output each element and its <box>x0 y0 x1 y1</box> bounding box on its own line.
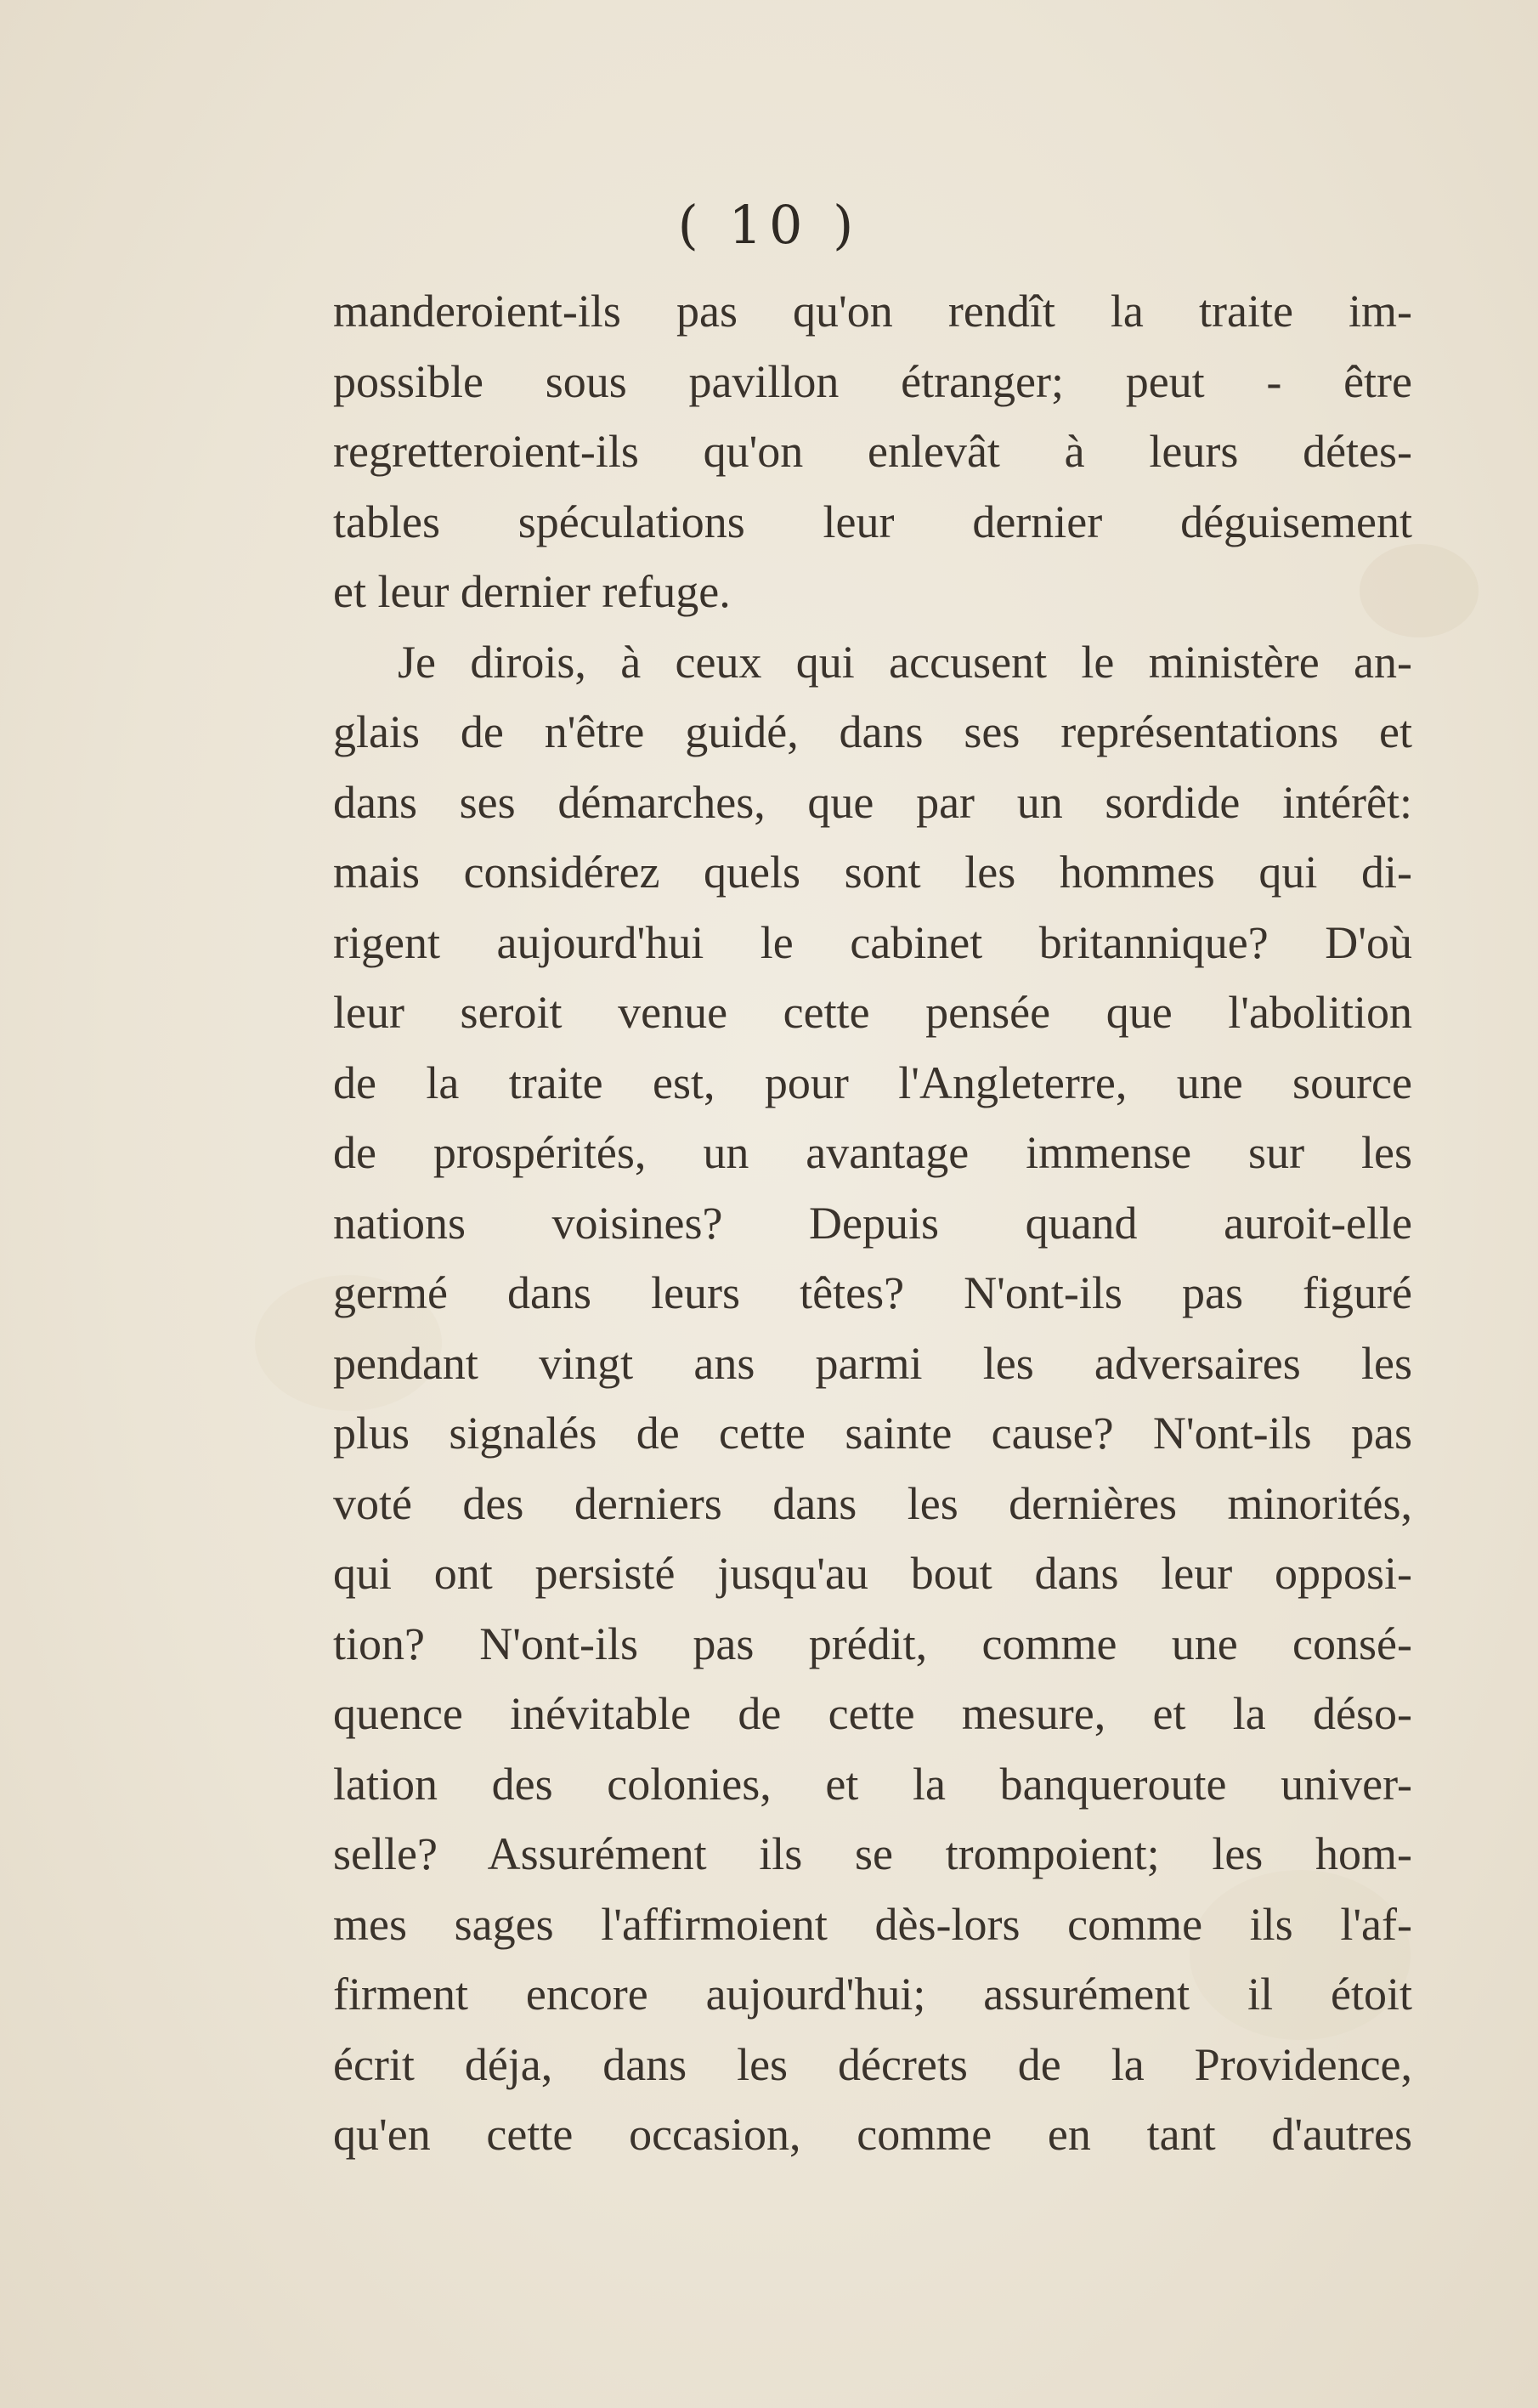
page-number: ( 10 ) <box>677 194 861 256</box>
text-line: tion? N'ont-ils pas prédit, comme une consé- <box>333 1618 1412 1669</box>
text-line: regretteroient-ils qu'on enlevât à leurs détes- <box>333 426 1412 477</box>
text-line: et leur dernier refuge. <box>333 566 731 617</box>
text-line: dans ses démarches, que par un sordide intérêt: <box>333 776 1412 828</box>
text-line: nations voisines? Depuis quand auroit-elle <box>333 1197 1412 1249</box>
text-line: firment encore aujourd'hui; assurément il étoit <box>333 1969 1412 2020</box>
text-line: quence inévitable de cette mesure, et la déso- <box>333 1688 1412 1739</box>
text-line: de la traite est, pour l'Angleterre, une source <box>333 1057 1412 1108</box>
text-line: lation des colonies, et la banqueroute univer- <box>333 1758 1412 1810</box>
text-line: glais de n'être guidé, dans ses représentations et <box>333 706 1412 757</box>
text-line: mes sages l'affirmoient dès-lors comme ils l'af- <box>333 1898 1412 1950</box>
text-line: de prospérités, un avantage immense sur les <box>333 1127 1412 1178</box>
text-line: rigent aujourd'hui le cabinet britannique? D'où <box>333 916 1412 968</box>
text-line: selle? Assurément ils se trompoient; les hom- <box>333 1828 1412 1879</box>
text-line: voté des derniers dans les dernières minorités, <box>333 1477 1412 1529</box>
text-line: qu'en cette occasion, comme en tant d'autres <box>333 2109 1412 2160</box>
text-line: mais considérez quels sont les hommes qui di- <box>333 847 1412 898</box>
text-line: possible sous pavillon étranger; peut - être <box>333 355 1412 407</box>
text-line: tables spéculations leur dernier déguisement <box>333 496 1412 547</box>
text-line: écrit déja, dans les décrets de la Providence, <box>333 2038 1412 2090</box>
text-line: manderoient-ils pas qu'on rendît la traite im- <box>333 286 1412 337</box>
text-line: qui ont persisté jusqu'au bout dans leur opposi- <box>333 1548 1412 1599</box>
text-line: pendant vingt ans parmi les adversaires les <box>333 1337 1412 1389</box>
body-text <box>333 276 1412 2170</box>
text-line: germé dans leurs têtes? N'ont-ils pas figuré <box>333 1267 1412 1318</box>
text-line: Je dirois, à ceux qui accusent le ministère an- <box>398 636 1412 688</box>
text-line: plus signalés de cette sainte cause? N'ont-ils pas <box>333 1408 1412 1459</box>
text-line: leur seroit venue cette pensée que l'abolition <box>333 987 1412 1038</box>
